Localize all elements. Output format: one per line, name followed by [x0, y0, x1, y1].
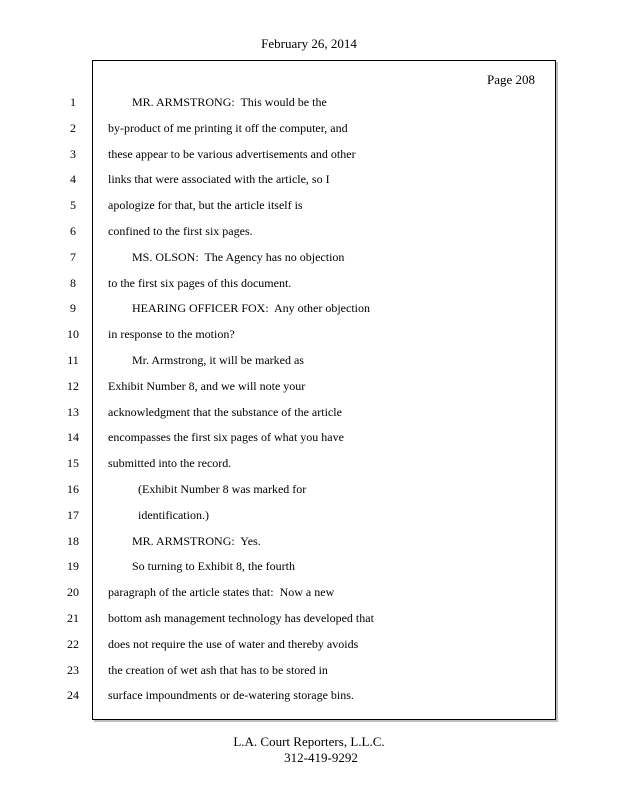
line-number: 11 [67, 353, 79, 367]
line-number: 9 [70, 301, 76, 315]
footer-reporter: L.A. Court Reporters, L.L.C. [233, 734, 385, 749]
line-number: 24 [67, 688, 79, 702]
line-number: 1 [70, 95, 76, 109]
line-text: these appear to be various advertisements and other [108, 147, 356, 161]
line-number: 13 [67, 405, 79, 419]
line-number: 2 [70, 121, 76, 135]
line-number: 23 [67, 663, 79, 677]
line-number: 6 [70, 224, 76, 238]
line-text: by-product of me printing it off the computer, and [108, 121, 348, 135]
line-number: 14 [67, 430, 79, 444]
line-text: to the first six pages of this document. [108, 276, 292, 290]
line-text: bottom ash management technology has developed that [108, 611, 374, 625]
line-number: 4 [70, 172, 76, 186]
line-text: surface impoundments or de-watering storage bins. [108, 688, 354, 702]
line-text: does not require the use of water and thereby avoids [108, 637, 359, 651]
line-number: 17 [67, 508, 79, 522]
line-number: 15 [67, 456, 79, 470]
line-text: in response to the motion? [108, 327, 235, 341]
line-text: identification.) [108, 508, 209, 522]
line-number: 10 [67, 327, 79, 341]
line-text: confined to the first six pages. [108, 224, 253, 238]
line-text: Mr. Armstrong, it will be marked as [108, 353, 304, 367]
line-text: paragraph of the article states that: Now a new [108, 585, 335, 599]
line-number: 3 [70, 147, 76, 161]
line-text: So turning to Exhibit 8, the fourth [108, 559, 295, 573]
line-text: MR. ARMSTRONG: Yes. [108, 534, 261, 548]
line-number: 19 [67, 559, 79, 573]
line-text: MS. OLSON: The Agency has no objection [108, 250, 345, 264]
header-date: February 26, 2014 [261, 36, 357, 51]
line-number: 8 [70, 276, 76, 290]
line-number: 22 [67, 637, 79, 651]
line-text: encompasses the first six pages of what you have [108, 430, 344, 444]
line-text: submitted into the record. [108, 456, 232, 470]
line-text: (Exhibit Number 8 was marked for [108, 482, 307, 496]
line-text: acknowledgment that the substance of the article [108, 405, 342, 419]
line-number: 18 [67, 534, 79, 548]
line-text: links that were associated with the article, so I [108, 172, 330, 186]
line-text: Exhibit Number 8, and we will note your [108, 379, 306, 393]
line-number: 16 [67, 482, 79, 496]
line-text: HEARING OFFICER FOX: Any other objection [108, 301, 370, 315]
page-number: Page 208 [486, 72, 535, 87]
line-number: 12 [67, 379, 79, 393]
footer-phone: 312-419-9292 [284, 750, 358, 765]
line-text: MR. ARMSTRONG: This would be the [108, 95, 327, 109]
line-number: 20 [67, 585, 79, 599]
line-text: the creation of wet ash that has to be stored in [108, 663, 328, 677]
line-number: 21 [67, 611, 79, 625]
line-number: 5 [70, 198, 76, 212]
line-text: apologize for that, but the article itself is [108, 198, 303, 212]
line-number: 7 [70, 250, 76, 264]
